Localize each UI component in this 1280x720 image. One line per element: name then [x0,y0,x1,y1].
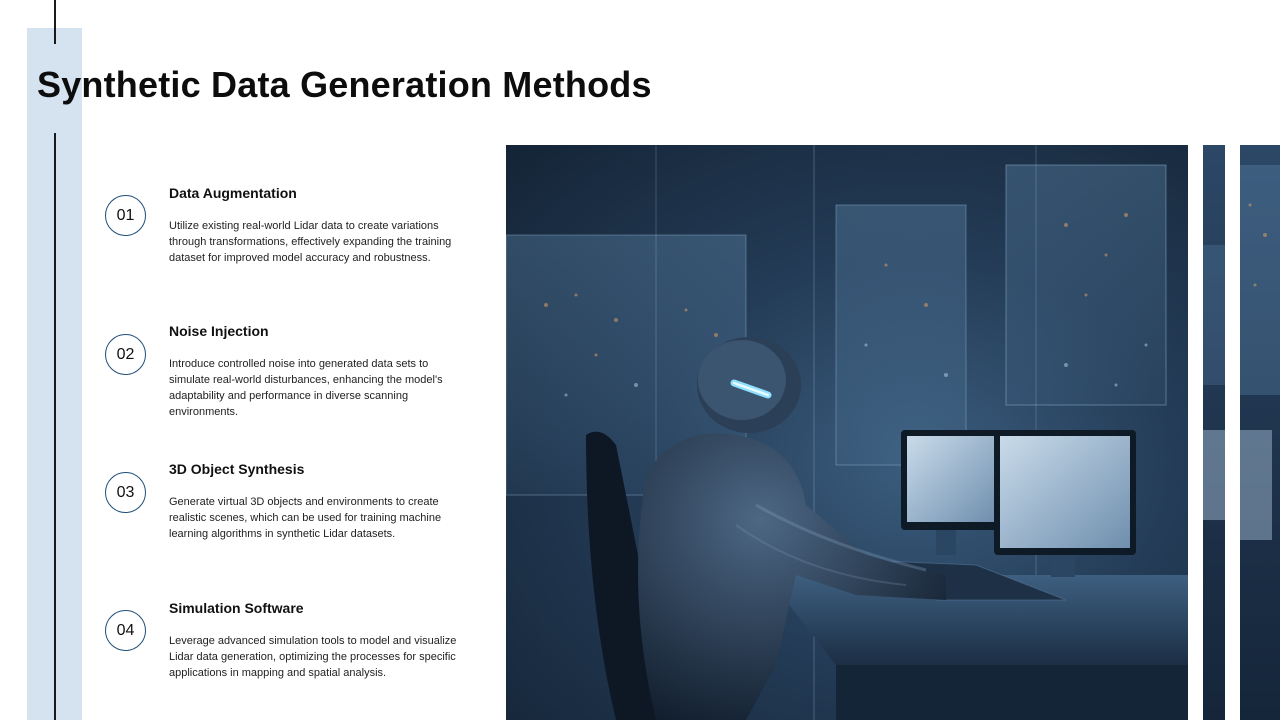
method-description: Generate virtual 3D objects and environments to create realistic scenes, which can be used for training machine learning algorithms in synthetic Lidar datasets. [169,496,442,540]
slide-title: Synthetic Data Generation Methods [37,64,652,105]
number-circle: 04 [105,610,146,651]
number-circle: 03 [105,472,146,513]
divider-line-bottom [54,133,56,720]
number-circle: 02 [105,334,146,375]
method-description: Leverage advanced simulation tools to model and visualize Lidar data generation, optimizing the processes for specific applications in mapping and spatial analysis. [169,635,457,679]
robot-at-computer-image [506,145,1188,720]
divider-line-top [54,0,56,44]
method-heading: Data Augmentation [169,185,297,201]
number-circle: 01 [105,195,146,236]
image-strip [1240,145,1280,720]
method-heading: Noise Injection [169,323,269,339]
method-heading: 3D Object Synthesis [169,461,305,477]
method-description: Utilize existing real-world Lidar data to create variations through transformations, effectively expanding the training dataset for improved model accuracy and robustness. [169,220,452,264]
image-strip [1203,145,1225,720]
method-description: Introduce controlled noise into generated data sets to simulate real-world disturbances, enhancing the model's adaptability and performance in diverse scanning environments. [169,358,443,418]
method-heading: Simulation Software [169,600,304,616]
